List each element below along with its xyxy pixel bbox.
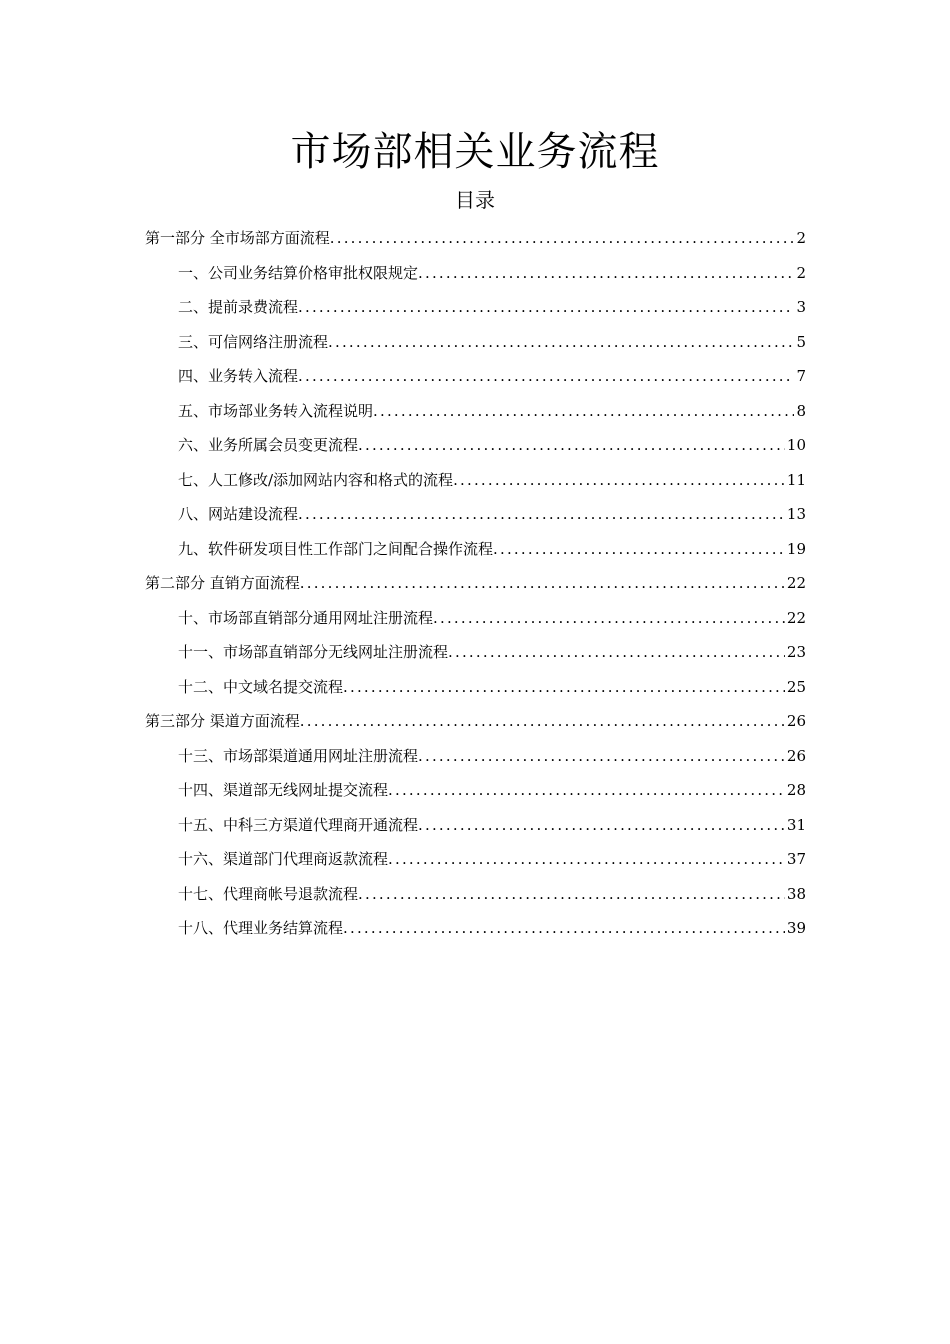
document-title: 市场部相关业务流程: [290, 129, 660, 175]
toc-entry-page: 10: [786, 436, 806, 454]
toc-entry[interactable]: [145, 362, 806, 397]
toc-entry[interactable]: [145, 845, 806, 880]
toc-entry[interactable]: [145, 811, 806, 846]
toc-entry[interactable]: [145, 673, 806, 708]
toc-leader-dots: [298, 500, 785, 528]
toc-entry-label: 十一、市场部直销部分无线网址注册流程: [178, 643, 449, 661]
toc-entry-page: 13: [786, 505, 806, 523]
toc-entry-label: 七、人工修改/添加网站内容和格式的流程: [178, 470, 454, 489]
toc-entry[interactable]: [145, 293, 806, 328]
toc-entry-label: 四、业务转入流程: [178, 367, 299, 385]
toc-leader-dots: [418, 259, 794, 287]
toc-entry[interactable]: [145, 431, 806, 466]
toc-entry-page: 28: [786, 781, 806, 799]
toc-entry[interactable]: [145, 397, 806, 432]
toc-leader-dots: [373, 397, 794, 425]
toc-heading: 目录: [455, 188, 495, 212]
toc-leader-dots: [298, 293, 794, 321]
toc-leader-dots: [343, 673, 785, 701]
toc-entry-label: 二、提前录费流程: [178, 298, 299, 316]
toc-entry-label: 五、市场部业务转入流程说明: [178, 401, 374, 420]
toc-entry-label: 三、可信网络注册流程: [178, 332, 329, 351]
toc-entry-label: 八、网站建设流程: [178, 505, 299, 523]
toc-leader-dots: [433, 604, 785, 632]
toc-leader-dots: [300, 569, 785, 597]
toc-entry-label: 十三、市场部渠道通用网址注册流程: [178, 746, 419, 765]
toc-entry-page: 11: [786, 470, 806, 489]
toc-entry-page: 23: [786, 643, 806, 661]
toc-entry[interactable]: [145, 569, 806, 604]
toc-leader-dots: [328, 328, 794, 356]
toc-entry-label: 第三部分 渠道方面流程: [145, 712, 300, 730]
toc-entry[interactable]: [145, 880, 806, 915]
toc-entry-page: 3: [796, 298, 806, 316]
toc-entry[interactable]: [145, 914, 806, 949]
toc-leader-dots: [418, 742, 785, 770]
toc-entry-page: 37: [786, 850, 806, 868]
toc-entry[interactable]: [145, 535, 806, 570]
toc-leader-dots: [388, 776, 785, 804]
toc-entry[interactable]: [145, 466, 806, 501]
toc-entry-page: 5: [796, 332, 806, 351]
toc-entry[interactable]: [145, 638, 806, 673]
toc-entry-page: 22: [786, 608, 806, 627]
toc-entry-label: 十、市场部直销部分通用网址注册流程: [178, 608, 434, 627]
toc-entry-label: 第二部分 直销方面流程: [145, 574, 300, 592]
toc-entry-label: 第一部分 全市场部方面流程: [145, 229, 330, 247]
toc-leader-dots: [358, 880, 785, 908]
toc-entry[interactable]: [145, 742, 806, 777]
toc-entry[interactable]: [145, 224, 806, 259]
toc-leader-dots: [418, 811, 785, 839]
toc-entry-label: 十四、渠道部无线网址提交流程: [178, 781, 389, 799]
toc-leader-dots: [298, 362, 794, 390]
toc-entry-page: 39: [786, 919, 806, 937]
toc-entry-page: 38: [786, 884, 806, 903]
toc-entry[interactable]: [145, 259, 806, 294]
toc-entry-page: 25: [786, 677, 806, 696]
toc-leader-dots: [330, 224, 795, 252]
toc-entry-label: 十二、中文域名提交流程: [178, 677, 344, 696]
toc-entry-page: 2: [796, 263, 806, 282]
toc-entry-label: 一、公司业务结算价格审批权限规定: [178, 263, 419, 282]
toc-entry-page: 26: [786, 712, 806, 730]
toc-entry[interactable]: [145, 776, 806, 811]
toc-leader-dots: [453, 466, 785, 494]
toc-entry-label: 九、软件研发项目性工作部门之间配合操作流程: [178, 539, 494, 558]
toc-entry-page: 26: [786, 746, 806, 765]
toc-leader-dots: [388, 845, 785, 873]
toc-entry-label: 十七、代理商帐号退款流程: [178, 884, 359, 903]
toc-leader-dots: [358, 431, 785, 459]
toc-entry-label: 十六、渠道部门代理商返款流程: [178, 850, 389, 868]
toc-entry-page: 2: [796, 229, 806, 247]
toc-leader-dots: [448, 638, 785, 666]
table-of-contents: [145, 224, 806, 949]
toc-entry-label: 十八、代理业务结算流程: [178, 919, 344, 937]
toc-entry[interactable]: [145, 604, 806, 639]
toc-leader-dots: [300, 707, 785, 735]
toc-entry-label: 十五、中科三方渠道代理商开通流程: [178, 815, 419, 834]
toc-entry[interactable]: [145, 707, 806, 742]
toc-entry-page: 31: [786, 815, 806, 834]
toc-entry-page: 7: [796, 367, 806, 385]
toc-entry-page: 22: [786, 574, 806, 592]
toc-entry-page: 19: [786, 539, 806, 558]
toc-leader-dots: [493, 535, 785, 563]
toc-leader-dots: [343, 914, 785, 942]
toc-entry-page: 8: [796, 401, 806, 420]
toc-entry[interactable]: [145, 328, 806, 363]
toc-entry[interactable]: [145, 500, 806, 535]
toc-entry-label: 六、业务所属会员变更流程: [178, 436, 359, 454]
